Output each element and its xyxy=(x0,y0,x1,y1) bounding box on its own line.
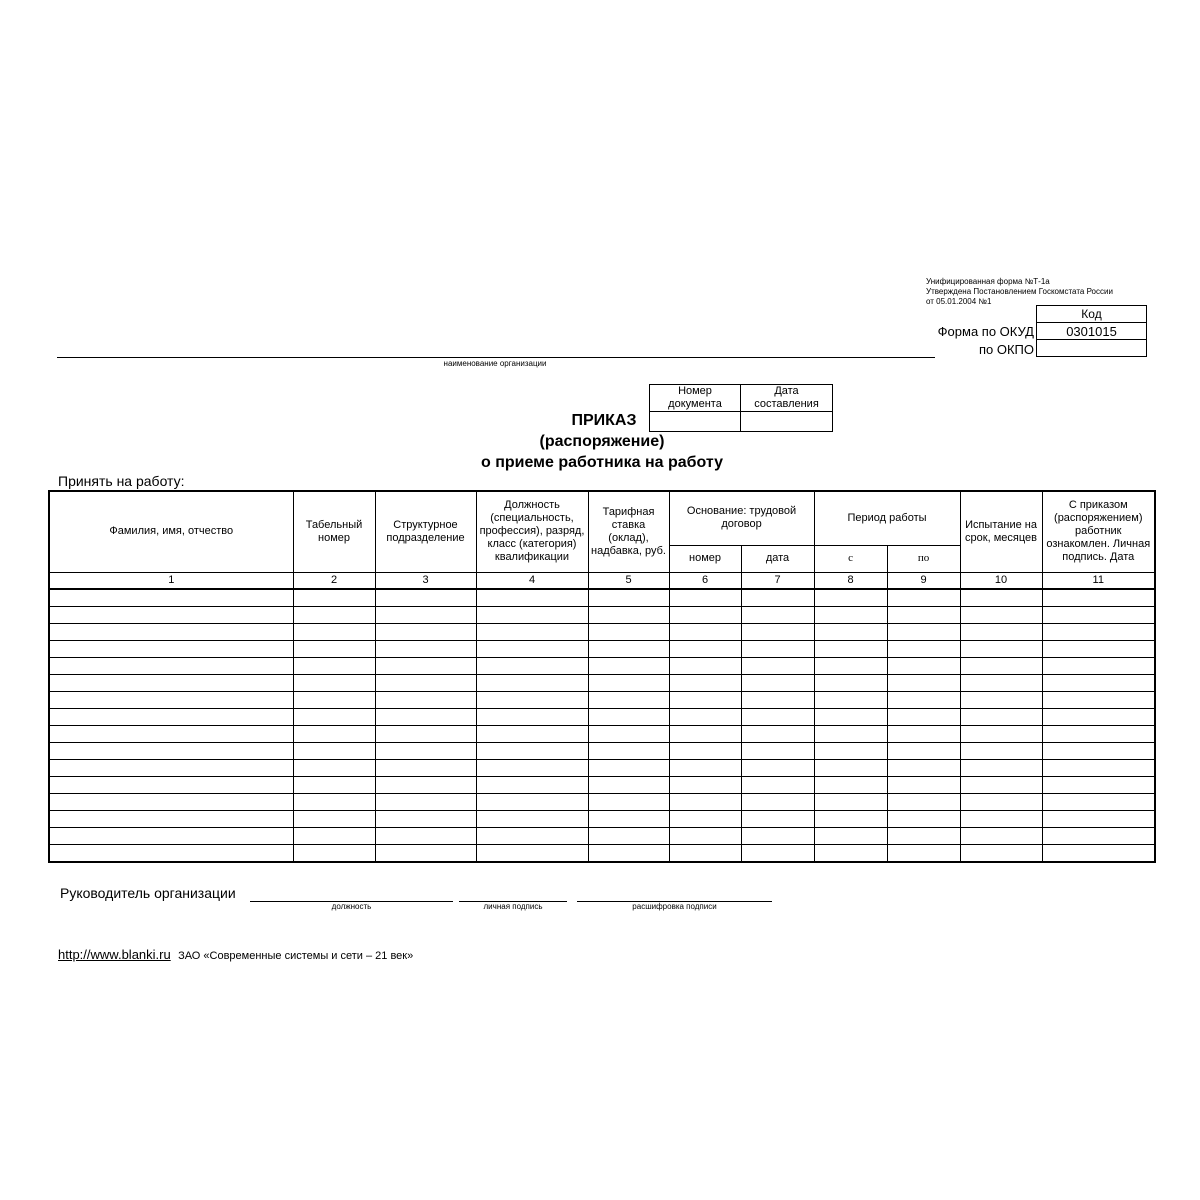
table-cell[interactable] xyxy=(741,759,814,776)
table-cell[interactable] xyxy=(814,810,887,827)
table-cell[interactable] xyxy=(375,623,476,640)
table-cell[interactable] xyxy=(741,691,814,708)
table-cell[interactable] xyxy=(741,793,814,810)
table-cell[interactable] xyxy=(293,657,375,674)
table-cell[interactable] xyxy=(960,827,1042,844)
table-cell[interactable] xyxy=(588,674,669,691)
table-cell[interactable] xyxy=(1042,589,1155,607)
col-period-to: по xyxy=(887,545,960,572)
table-cell[interactable] xyxy=(814,759,887,776)
table-cell[interactable] xyxy=(293,725,375,742)
table-cell[interactable] xyxy=(814,674,887,691)
table-cell[interactable] xyxy=(293,793,375,810)
table-cell[interactable] xyxy=(293,708,375,725)
table-cell[interactable] xyxy=(669,793,741,810)
table-cell[interactable] xyxy=(669,708,741,725)
table-cell[interactable] xyxy=(960,725,1042,742)
table-cell[interactable] xyxy=(476,793,588,810)
table-cell[interactable] xyxy=(669,691,741,708)
table-cell[interactable] xyxy=(960,810,1042,827)
table-cell[interactable] xyxy=(293,691,375,708)
table-cell[interactable] xyxy=(887,776,960,793)
table-cell[interactable] xyxy=(814,623,887,640)
table-cell[interactable] xyxy=(669,657,741,674)
table-row xyxy=(49,793,1155,810)
table-cell[interactable] xyxy=(476,776,588,793)
head-label: Руководитель организации xyxy=(60,885,236,901)
site-link[interactable]: http://www.blanki.ru xyxy=(58,947,171,962)
table-cell[interactable] xyxy=(476,708,588,725)
table-cell[interactable] xyxy=(49,742,293,759)
table-cell[interactable] xyxy=(476,742,588,759)
doc-date-value[interactable] xyxy=(741,412,833,432)
table-cell[interactable] xyxy=(476,810,588,827)
doc-number-header: Номер документа xyxy=(650,385,741,412)
table-cell[interactable] xyxy=(1042,759,1155,776)
table-cell[interactable] xyxy=(741,844,814,862)
table-cell[interactable] xyxy=(1042,793,1155,810)
table-cell[interactable] xyxy=(741,827,814,844)
table-cell[interactable] xyxy=(887,725,960,742)
table-cell[interactable] xyxy=(1042,606,1155,623)
table-cell[interactable] xyxy=(887,742,960,759)
table-cell[interactable] xyxy=(887,674,960,691)
form-note-line2: Утверждена Постановлением Госкомстата России xyxy=(926,287,1113,296)
table-cell[interactable] xyxy=(814,725,887,742)
table-cell[interactable] xyxy=(49,776,293,793)
table-row xyxy=(49,708,1155,725)
table-cell[interactable] xyxy=(814,742,887,759)
table-cell[interactable] xyxy=(293,606,375,623)
table-cell[interactable] xyxy=(814,657,887,674)
table-cell[interactable] xyxy=(960,623,1042,640)
col-number: 10 xyxy=(960,572,1042,589)
column-numbers-row xyxy=(49,572,1155,589)
table-row xyxy=(49,759,1155,776)
table-row xyxy=(49,606,1155,623)
table-cell[interactable] xyxy=(960,759,1042,776)
table-cell[interactable] xyxy=(669,674,741,691)
table-cell[interactable] xyxy=(375,657,476,674)
table-cell[interactable] xyxy=(741,640,814,657)
table-cell[interactable] xyxy=(669,827,741,844)
table-cell[interactable] xyxy=(814,708,887,725)
table-cell[interactable] xyxy=(1042,776,1155,793)
okpo-label: по ОКПО xyxy=(978,342,1034,357)
table-cell[interactable] xyxy=(375,606,476,623)
table-row xyxy=(49,589,1155,607)
table-cell[interactable] xyxy=(887,657,960,674)
table-cell[interactable] xyxy=(887,793,960,810)
table-row xyxy=(49,657,1155,674)
table-cell[interactable] xyxy=(960,776,1042,793)
table-cell[interactable] xyxy=(588,844,669,862)
col-number: 9 xyxy=(887,572,960,589)
col-fio: Фамилия, имя, отчество xyxy=(49,491,293,572)
org-name-line[interactable] xyxy=(57,357,935,358)
col-trial: Испытание на срок, месяцев xyxy=(960,491,1042,572)
decode-caption: расшифровка подписи xyxy=(632,902,717,911)
table-cell[interactable] xyxy=(476,640,588,657)
table-cell[interactable] xyxy=(49,725,293,742)
table-cell[interactable] xyxy=(375,776,476,793)
table-cell[interactable] xyxy=(49,827,293,844)
accept-label: Принять на работу: xyxy=(58,473,185,489)
table-cell[interactable] xyxy=(476,691,588,708)
table-cell[interactable] xyxy=(375,674,476,691)
table-cell[interactable] xyxy=(588,589,669,607)
table-row xyxy=(49,623,1155,640)
table-cell[interactable] xyxy=(476,657,588,674)
col-period-from: с xyxy=(814,545,887,572)
table-cell[interactable] xyxy=(741,810,814,827)
table-cell[interactable] xyxy=(49,674,293,691)
table-cell[interactable] xyxy=(49,657,293,674)
table-cell[interactable] xyxy=(741,674,814,691)
table-cell[interactable] xyxy=(1042,844,1155,862)
signature-caption: личная подпись xyxy=(483,902,543,911)
table-cell[interactable] xyxy=(1042,640,1155,657)
table-cell[interactable] xyxy=(375,640,476,657)
table-cell[interactable] xyxy=(375,759,476,776)
table-cell[interactable] xyxy=(814,589,887,607)
col-number: 6 xyxy=(669,572,741,589)
table-cell[interactable] xyxy=(887,623,960,640)
col-number: 7 xyxy=(741,572,814,589)
table-row xyxy=(49,691,1155,708)
table-cell[interactable] xyxy=(49,844,293,862)
table-cell[interactable] xyxy=(476,759,588,776)
table-cell[interactable] xyxy=(960,674,1042,691)
table-cell[interactable] xyxy=(588,708,669,725)
table-cell[interactable] xyxy=(1042,691,1155,708)
table-cell[interactable] xyxy=(375,708,476,725)
table-cell[interactable] xyxy=(669,725,741,742)
table-cell[interactable] xyxy=(741,708,814,725)
table-cell[interactable] xyxy=(375,725,476,742)
col-position: Должность (специальность, профессия), разряд, класс (категория) квалификации xyxy=(476,491,588,572)
col-number: 5 xyxy=(588,572,669,589)
company-name: ЗАО «Современные системы и сети – 21 век» xyxy=(178,950,414,962)
table-cell[interactable] xyxy=(293,776,375,793)
table-cell[interactable] xyxy=(814,691,887,708)
table-cell[interactable] xyxy=(887,759,960,776)
table-row xyxy=(49,742,1155,759)
table-row xyxy=(49,640,1155,657)
table-cell[interactable] xyxy=(588,793,669,810)
table-cell[interactable] xyxy=(588,640,669,657)
table-cell[interactable] xyxy=(669,759,741,776)
table-cell[interactable] xyxy=(814,827,887,844)
okud-label: Форма по ОКУД xyxy=(937,324,1034,339)
table-cell[interactable] xyxy=(293,742,375,759)
table-cell[interactable] xyxy=(960,606,1042,623)
table-cell[interactable] xyxy=(669,810,741,827)
table-cell[interactable] xyxy=(588,742,669,759)
table-cell[interactable] xyxy=(588,691,669,708)
table-cell[interactable] xyxy=(960,742,1042,759)
table-cell[interactable] xyxy=(741,657,814,674)
table-cell[interactable] xyxy=(588,759,669,776)
table-cell[interactable] xyxy=(588,827,669,844)
bottom-line xyxy=(58,947,413,962)
table-cell[interactable] xyxy=(476,606,588,623)
okud-value[interactable]: 0301015 xyxy=(1037,323,1147,340)
title-line2: (распоряжение) xyxy=(539,433,665,450)
table-cell[interactable] xyxy=(960,844,1042,862)
table-cell[interactable] xyxy=(476,725,588,742)
table-cell[interactable] xyxy=(669,742,741,759)
table-row xyxy=(49,827,1155,844)
table-cell[interactable] xyxy=(741,725,814,742)
table-cell[interactable] xyxy=(887,827,960,844)
table-cell[interactable] xyxy=(476,589,588,607)
table-body xyxy=(49,589,1155,862)
table-cell[interactable] xyxy=(375,691,476,708)
table-row xyxy=(49,810,1155,827)
table-cell[interactable] xyxy=(49,606,293,623)
table-cell[interactable] xyxy=(293,674,375,691)
table-cell[interactable] xyxy=(669,640,741,657)
table-cell[interactable] xyxy=(49,623,293,640)
table-row xyxy=(49,725,1155,742)
table-cell[interactable] xyxy=(887,589,960,607)
table-cell[interactable] xyxy=(669,776,741,793)
title-line1: ПРИКАЗ xyxy=(571,412,637,429)
table-cell[interactable] xyxy=(741,776,814,793)
table-cell[interactable] xyxy=(293,589,375,607)
table-cell[interactable] xyxy=(887,691,960,708)
table-cell[interactable] xyxy=(588,623,669,640)
table-cell[interactable] xyxy=(960,708,1042,725)
col-number: 8 xyxy=(814,572,887,589)
table-row xyxy=(49,776,1155,793)
table-cell[interactable] xyxy=(669,623,741,640)
table-cell[interactable] xyxy=(375,827,476,844)
table-cell[interactable] xyxy=(960,793,1042,810)
table-cell[interactable] xyxy=(1042,827,1155,844)
okpo-value[interactable] xyxy=(1037,340,1147,357)
col-basis: Основание: трудовой договор xyxy=(669,491,814,545)
table-cell[interactable] xyxy=(1042,623,1155,640)
table-cell[interactable] xyxy=(1042,725,1155,742)
table-cell[interactable] xyxy=(49,640,293,657)
table-cell[interactable] xyxy=(1042,810,1155,827)
table-cell[interactable] xyxy=(293,640,375,657)
col-struct-unit: Структурное подразделение xyxy=(375,491,476,572)
form-note xyxy=(926,277,1166,307)
col-basis-date: дата xyxy=(741,545,814,572)
table-cell[interactable] xyxy=(49,691,293,708)
table-cell[interactable] xyxy=(476,623,588,640)
table-cell[interactable] xyxy=(588,657,669,674)
table-row xyxy=(49,844,1155,862)
table-cell[interactable] xyxy=(814,640,887,657)
table-cell[interactable] xyxy=(669,844,741,862)
table-cell[interactable] xyxy=(476,844,588,862)
table-cell[interactable] xyxy=(293,827,375,844)
table-cell[interactable] xyxy=(887,606,960,623)
table-cell[interactable] xyxy=(1042,742,1155,759)
table-cell[interactable] xyxy=(887,640,960,657)
table-cell[interactable] xyxy=(1042,674,1155,691)
table-cell[interactable] xyxy=(49,793,293,810)
col-rate: Тарифная ставка (оклад), надбавка, руб. xyxy=(588,491,669,572)
table-cell[interactable] xyxy=(814,776,887,793)
col-acknowledge: С приказом (распоряжением) работник ознакомлен. Личная подпись. Дата xyxy=(1042,491,1155,572)
position-caption: должность xyxy=(331,902,372,911)
table-cell[interactable] xyxy=(669,589,741,607)
form-note-line3: от 05.01.2004 №1 xyxy=(926,297,992,306)
table-cell[interactable] xyxy=(814,606,887,623)
table-cell[interactable] xyxy=(293,844,375,862)
table-cell[interactable] xyxy=(741,623,814,640)
col-period: Период работы xyxy=(814,491,960,545)
table-cell[interactable] xyxy=(293,759,375,776)
code-header: Код xyxy=(1037,306,1147,323)
table-cell[interactable] xyxy=(1042,708,1155,725)
form-note-line1: Унифицированная форма №Т-1а xyxy=(926,277,1050,286)
col-number: 4 xyxy=(476,572,588,589)
table-cell[interactable] xyxy=(741,589,814,607)
table-cell[interactable] xyxy=(588,606,669,623)
col-number: 2 xyxy=(293,572,375,589)
col-number: 11 xyxy=(1042,572,1155,589)
table-cell[interactable] xyxy=(375,810,476,827)
table-cell[interactable] xyxy=(887,708,960,725)
title-line3: о приеме работника на работу xyxy=(480,454,724,471)
main-table xyxy=(48,490,1156,863)
table-cell[interactable] xyxy=(1042,657,1155,674)
table-cell[interactable] xyxy=(49,589,293,607)
table-cell[interactable] xyxy=(375,844,476,862)
table-cell[interactable] xyxy=(960,691,1042,708)
table-cell[interactable] xyxy=(375,793,476,810)
col-basis-number: номер xyxy=(669,545,741,572)
table-cell[interactable] xyxy=(49,759,293,776)
table-cell[interactable] xyxy=(814,844,887,862)
table-cell[interactable] xyxy=(49,810,293,827)
table-cell[interactable] xyxy=(887,810,960,827)
table-cell[interactable] xyxy=(960,589,1042,607)
table-cell[interactable] xyxy=(669,606,741,623)
table-cell[interactable] xyxy=(588,725,669,742)
table-cell[interactable] xyxy=(49,708,293,725)
table-cell[interactable] xyxy=(293,623,375,640)
table-cell[interactable] xyxy=(588,810,669,827)
table-cell[interactable] xyxy=(741,606,814,623)
table-cell[interactable] xyxy=(375,742,476,759)
table-row xyxy=(49,674,1155,691)
table-cell[interactable] xyxy=(588,776,669,793)
doc-date-header: Дата составления xyxy=(741,385,833,412)
table-cell[interactable] xyxy=(476,674,588,691)
table-cell[interactable] xyxy=(887,844,960,862)
table-cell[interactable] xyxy=(293,810,375,827)
table-cell[interactable] xyxy=(960,657,1042,674)
col-number: 3 xyxy=(375,572,476,589)
col-number: 1 xyxy=(49,572,293,589)
col-tab-number: Табельный номер xyxy=(293,491,375,572)
table-cell[interactable] xyxy=(375,589,476,607)
codes-table xyxy=(1036,305,1147,357)
table-cell[interactable] xyxy=(960,640,1042,657)
table-cell[interactable] xyxy=(741,742,814,759)
table-cell[interactable] xyxy=(476,827,588,844)
table-cell[interactable] xyxy=(814,793,887,810)
org-name-caption: наименование организации xyxy=(443,359,547,368)
